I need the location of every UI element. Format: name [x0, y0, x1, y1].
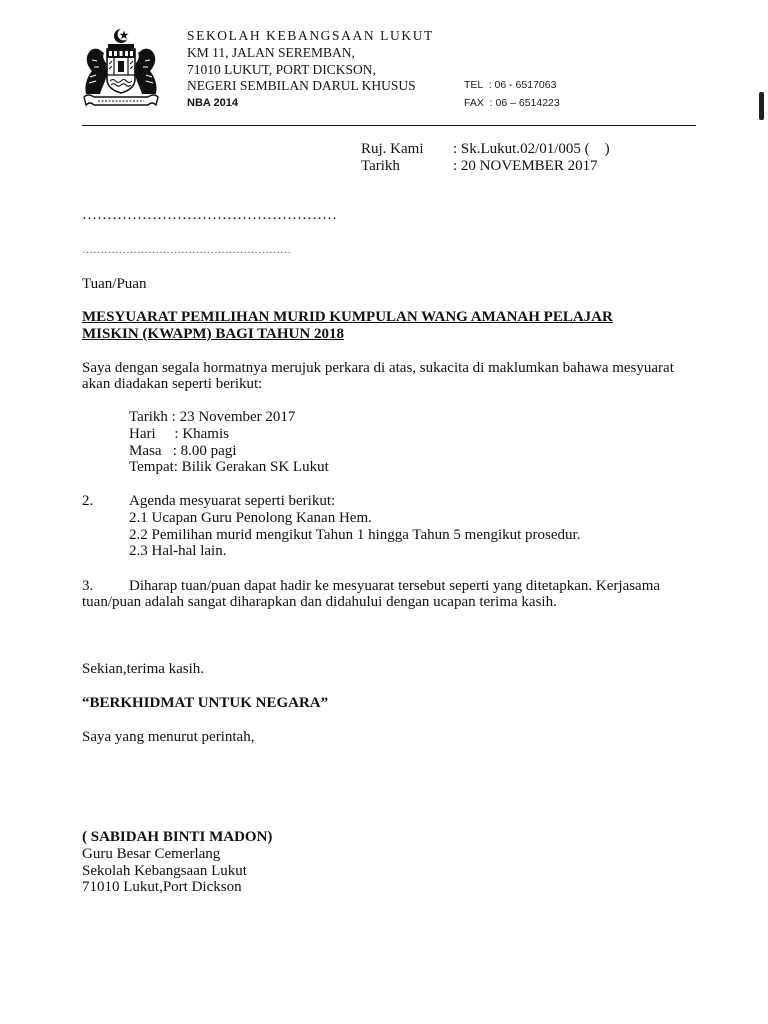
- section-3-number: 3.: [82, 578, 94, 594]
- closing: Sekian,terima kasih.: [82, 661, 205, 677]
- date-label: Tarikh: [361, 158, 400, 174]
- school-code: NBA 2014: [187, 97, 238, 109]
- section-3-line-2: tuan/puan adalah sangat diharapkan dan didahului dengan ucapan terima kasih.: [82, 594, 557, 610]
- reference-label: Ruj. Kami: [361, 141, 424, 157]
- motto-scroll: [84, 95, 158, 105]
- salutation: Tuan/Puan: [82, 276, 147, 292]
- reference-value: : Sk.Lukut.02/01/005 ( ): [453, 141, 610, 157]
- address-line-1: KM 11, JALAN SEREMBAN,: [187, 45, 355, 60]
- coat-of-arms-icon: [80, 27, 162, 109]
- signatory-title: Guru Besar Cemerlang: [82, 846, 221, 862]
- agenda-item: 2.2 Pemilihan murid mengikut Tahun 1 hingga Tahun 5 mengikut prosedur.: [129, 527, 581, 543]
- address-line-2: 71010 LUKUT, PORT DICKSON,: [187, 62, 376, 77]
- section-3-line-1: Diharap tuan/puan dapat hadir ke mesyuarat tersebut seperti yang ditetapkan. Kerjasama: [129, 578, 661, 594]
- crescent-star: [114, 28, 130, 43]
- right-tiger: [135, 49, 157, 94]
- subject-line-1: MESYUARAT PEMILIHAN MURID KUMPULAN WANG AMANAH PELAJAR: [82, 309, 613, 325]
- letterhead-divider: [82, 125, 696, 126]
- shield: [107, 49, 135, 93]
- date-value: : 20 NOVEMBER 2017: [453, 158, 598, 174]
- meeting-date: Tarikh : 23 November 2017: [129, 409, 296, 425]
- section-2-number: 2.: [82, 493, 94, 509]
- telephone: TEL : 06 - 6517063: [464, 79, 557, 91]
- motto: “BERKHIDMAT UNTUK NEGARA”: [82, 695, 329, 711]
- fax: FAX : 06 – 6514223: [464, 97, 560, 109]
- intro-line-2: akan diadakan seperti berikut:: [82, 376, 263, 392]
- address-line-3: NEGERI SEMBILAN DARUL KHUSUS: [187, 78, 416, 93]
- agenda-item: 2.1 Ucapan Guru Penolong Kanan Hem.: [129, 510, 372, 526]
- agenda-item: 2.3 Hal-hal lain.: [129, 543, 227, 559]
- recipient-line-1: ……………………………………………: [82, 207, 337, 223]
- signatory-address: 71010 Lukut,Port Dickson: [82, 879, 242, 895]
- recipient-line-2: …………………………………………………: [82, 244, 291, 256]
- signatory-name: ( SABIDAH BINTI MADON): [82, 829, 273, 845]
- subject-line-2: MISKIN (KWAPM) BAGI TAHUN 2018: [82, 326, 344, 342]
- scan-edge-mark: [759, 92, 764, 120]
- agenda-heading: Agenda mesyuarat seperti berikut:: [129, 493, 336, 509]
- meeting-time: Masa : 8.00 pagi: [129, 443, 237, 459]
- intro-line-1: Saya dengan segala hormatnya merujuk perkara di atas, sukacita di maklumkan bahawa mesyuarat: [82, 360, 674, 376]
- school-name: SEKOLAH KEBANGSAAN LUKUT: [187, 28, 434, 43]
- sign-off: Saya yang menurut perintah,: [82, 729, 255, 745]
- meeting-venue: Tempat: Bilik Gerakan SK Lukut: [129, 459, 329, 475]
- meeting-day: Hari : Khamis: [129, 426, 229, 442]
- signatory-school: Sekolah Kebangsaan Lukut: [82, 863, 247, 879]
- left-tiger: [85, 49, 107, 94]
